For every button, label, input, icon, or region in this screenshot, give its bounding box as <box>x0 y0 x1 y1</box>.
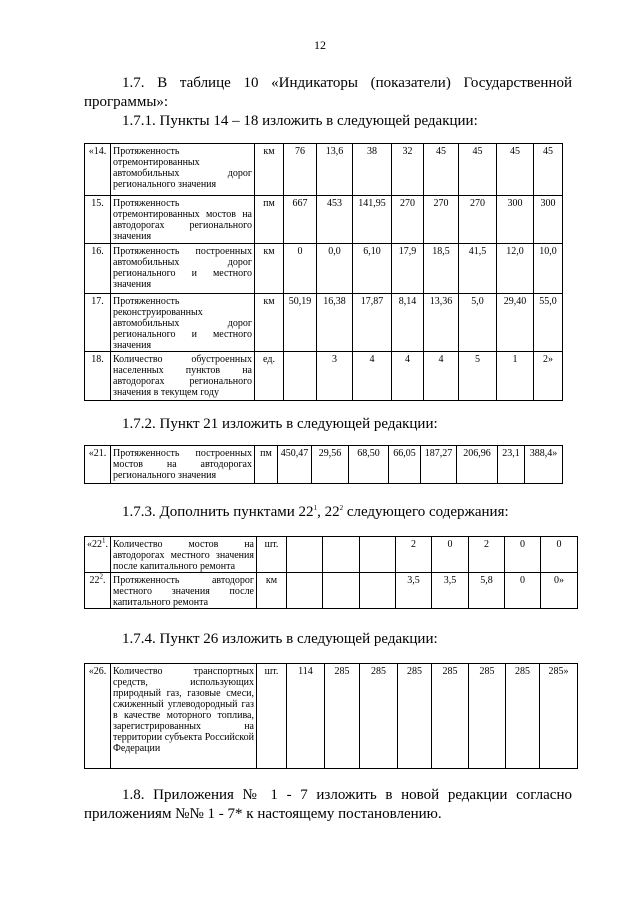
value-cell: 300 <box>497 196 534 244</box>
item-number <box>85 573 111 609</box>
heading-1-7-3-sup2: 2 <box>339 504 344 512</box>
value-cell: 270 <box>424 196 459 244</box>
value-cell: 4 <box>424 352 459 401</box>
value-cell: 667 <box>284 196 317 244</box>
item-number <box>85 537 111 573</box>
value-cell <box>323 573 360 609</box>
heading-1-7-3-prefix: 1.7.3. Дополнить пунктами 22 <box>122 504 314 520</box>
value-cell: 4 <box>353 352 392 401</box>
value-cell: 270 <box>392 196 424 244</box>
value-cell: 2 <box>396 537 432 573</box>
indicator-name: Количество транспортных средств, использующих природный газ, газовые смеси, сжиженный углеводородный газ в качестве моторного топлива, зарегистрированных на территории субъекта Российской Федерации <box>111 664 257 769</box>
heading-1-7-1: 1.7.1. Пункты 14 – 18 изложить в следующей редакции: <box>122 113 478 129</box>
value-cell: 23,1 <box>498 446 525 484</box>
value-cell: 2» <box>534 352 563 401</box>
value-cell: 0 <box>432 537 469 573</box>
value-cell: 3,5 <box>432 573 469 609</box>
value-cell <box>323 537 360 573</box>
value-cell: 45 <box>424 144 459 196</box>
table-row <box>85 144 563 196</box>
value-cell: 13,6 <box>317 144 353 196</box>
value-cell: 285 <box>325 664 360 769</box>
value-cell: 12,0 <box>497 244 534 294</box>
table-row <box>85 573 578 609</box>
table-row <box>85 352 563 401</box>
value-cell: 3 <box>317 352 353 401</box>
value-cell: 114 <box>287 664 325 769</box>
value-cell: 45 <box>459 144 497 196</box>
heading-1-7-3 <box>122 503 509 522</box>
indicator-name: Протяженность реконструированных автомобильных дорог регионального и местного значения <box>111 294 255 352</box>
unit: шт. <box>257 664 287 769</box>
value-cell: 29,56 <box>312 446 349 484</box>
unit: шт. <box>257 537 287 573</box>
value-cell: 66,05 <box>389 446 421 484</box>
value-cell: 17,87 <box>353 294 392 352</box>
value-cell <box>360 537 396 573</box>
value-cell: 285 <box>506 664 540 769</box>
indicator-name: Протяженность отремонтированных мостов на автодорогах регионального значения <box>111 196 255 244</box>
value-cell: 38 <box>353 144 392 196</box>
item-number-main: «22 <box>87 539 102 550</box>
item-number-sup: 2 <box>99 572 103 581</box>
value-cell: 32 <box>392 144 424 196</box>
value-cell: 76 <box>284 144 317 196</box>
value-cell: 50,19 <box>284 294 317 352</box>
value-cell: 5 <box>459 352 497 401</box>
value-cell: 0» <box>541 573 578 609</box>
unit: км <box>255 144 284 196</box>
value-cell: 206,96 <box>457 446 498 484</box>
item-number-after: . <box>103 575 106 586</box>
item-number-after: . <box>105 539 108 550</box>
value-cell: 6,10 <box>353 244 392 294</box>
value-cell: 141,95 <box>353 196 392 244</box>
unit: км <box>255 294 284 352</box>
item-number: 15. <box>85 196 111 244</box>
table-items-22 <box>84 536 578 609</box>
value-cell: 29,40 <box>497 294 534 352</box>
unit: ед. <box>255 352 284 401</box>
value-cell: 2 <box>469 537 505 573</box>
item-number-main: 22 <box>89 575 100 586</box>
table-row <box>85 664 578 769</box>
value-cell <box>287 537 323 573</box>
heading-1-7-3-suffix: следующего содержания: <box>343 504 509 520</box>
value-cell: 285 <box>360 664 398 769</box>
heading-1-7-2: 1.7.2. Пункт 21 изложить в следующей редакции: <box>122 416 438 432</box>
heading-1-7-4: 1.7.4. Пункт 26 изложить в следующей редакции: <box>122 631 438 647</box>
table-row <box>85 244 563 294</box>
unit: км <box>257 573 287 609</box>
value-cell: 16,38 <box>317 294 353 352</box>
table-row <box>85 446 563 484</box>
value-cell: 0 <box>284 244 317 294</box>
table-row <box>85 196 563 244</box>
value-cell: 0 <box>541 537 578 573</box>
value-cell: 17,9 <box>392 244 424 294</box>
table-item-26 <box>84 663 578 769</box>
table-item-21 <box>84 445 563 484</box>
item-number: 16. <box>85 244 111 294</box>
indicator-name: Протяженность построенных автомобильных дорог регионального и местного значения <box>111 244 255 294</box>
value-cell: 388,4» <box>525 446 563 484</box>
value-cell: 13,36 <box>424 294 459 352</box>
value-cell: 0 <box>505 537 541 573</box>
value-cell: 8,14 <box>392 294 424 352</box>
value-cell: 18,5 <box>424 244 459 294</box>
table-items-14-18 <box>84 143 563 401</box>
value-cell: 5,0 <box>459 294 497 352</box>
value-cell: 285 <box>469 664 506 769</box>
item-number: «26. <box>85 664 111 769</box>
value-cell <box>287 573 323 609</box>
indicator-name: Протяженность отремонтированных автомобильных дорог регионального значения <box>111 144 255 196</box>
indicator-name: Количество обустроенных населенных пунктов на автодорогах регионального значения в текущем году <box>111 352 255 401</box>
table-row <box>85 294 563 352</box>
unit: пм <box>255 196 284 244</box>
value-cell: 4 <box>392 352 424 401</box>
value-cell: 10,0 <box>534 244 563 294</box>
page-number: 12 <box>314 38 326 52</box>
value-cell: 5,8 <box>469 573 505 609</box>
value-cell: 300 <box>534 196 563 244</box>
value-cell: 187,27 <box>421 446 457 484</box>
value-cell: 450,47 <box>278 446 312 484</box>
value-cell: 0,0 <box>317 244 353 294</box>
indicator-name: Количество мостов на автодорогах местного значения после капитального ремонта <box>111 537 257 573</box>
unit: км <box>255 244 284 294</box>
value-cell: 285 <box>398 664 432 769</box>
value-cell: 45 <box>497 144 534 196</box>
value-cell <box>360 573 396 609</box>
paragraph-1-7: 1.7. В таблице 10 «Индикаторы (показатели) Государственной программы»: <box>84 75 572 110</box>
item-number: «21. <box>85 446 111 484</box>
item-number: 17. <box>85 294 111 352</box>
item-number: 18. <box>85 352 111 401</box>
indicator-name: Протяженность автодорог местного значения после капитального ремонта <box>111 573 257 609</box>
value-cell: 270 <box>459 196 497 244</box>
value-cell: 55,0 <box>534 294 563 352</box>
value-cell: 41,5 <box>459 244 497 294</box>
value-cell: 0 <box>505 573 541 609</box>
value-cell: 1 <box>497 352 534 401</box>
value-cell: 68,50 <box>349 446 389 484</box>
value-cell: 285» <box>540 664 578 769</box>
table-row <box>85 537 578 573</box>
value-cell: 45 <box>534 144 563 196</box>
heading-1-7-3-mid: , 22 <box>317 504 340 520</box>
item-number: «14. <box>85 144 111 196</box>
heading-1-7-3-sup1: 1 <box>313 504 318 512</box>
value-cell: 3,5 <box>396 573 432 609</box>
value-cell: 453 <box>317 196 353 244</box>
value-cell: 285 <box>432 664 469 769</box>
item-number-sup: 1 <box>102 536 106 545</box>
value-cell <box>284 352 317 401</box>
indicator-name: Протяженность построенных мостов на автодорогах регионального значения <box>111 446 255 484</box>
unit: пм <box>255 446 278 484</box>
paragraph-1-8: 1.8. Приложения № 1 - 7 изложить в новой редакции согласно приложениям №№ 1 - 7* к настоящему постановлению. <box>84 787 572 822</box>
